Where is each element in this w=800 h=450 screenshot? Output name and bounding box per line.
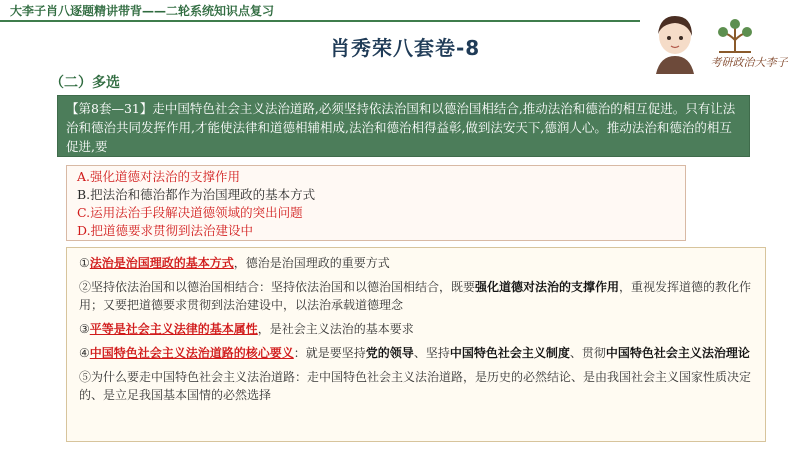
option-d[interactable]: D.把道德要求贯彻到法治建设中 (77, 223, 254, 238)
option-c[interactable]: C.运用法治手段解决道德领域的突出问题 (77, 205, 303, 220)
options-box (66, 165, 686, 241)
analysis-box (66, 247, 766, 442)
question-text: 【第8套—31】走中国特色社会主义法治道路,必须坚持依法治国和以德治国相结合,推动法治和德治的相互促进。只有让法治和德治共同发挥作用,才能使法律和道德相辅相成,法治和德治相得益彰,做到法安天下,德润人心。推动法治和德治的相互促进,要 (66, 101, 736, 154)
section-label: （二）多选 (50, 75, 120, 91)
brand-logo (705, 18, 793, 70)
tree-logo-icon (705, 18, 793, 54)
analysis-point-4: ④中国特色社会主义法治道路的核心要义：就是要坚持党的领导、坚持中国特色社会主义制度、贯彻中国特色社会主义法治理论 (79, 346, 750, 360)
option-a[interactable]: A.强化道德对法治的支撑作用 (77, 169, 241, 184)
analysis-point-1: ①法治是治国理政的基本方式，德治是治国理政的重要方式 (79, 256, 390, 270)
option-b[interactable]: B.把法治和德治都作为治国理政的基本方式 (77, 187, 316, 202)
header-divider (0, 20, 640, 22)
page-title: 肖秀荣八套卷-8 (330, 36, 481, 60)
logo-text: 考研政治大李子 (710, 56, 788, 69)
analysis-point-3: ③平等是社会主义法律的基本属性，是社会主义法治的基本要求 (79, 322, 414, 336)
analysis-point-2: ②坚持依法治国和以德治国相结合：坚持依法治国和以德治国相结合，既要强化道德对法治的支撑作用，重视发挥道德的教化作用；又要把道德要求贯彻到法治建设中，以法治承载道德理念 (79, 280, 752, 312)
analysis-point-5: ⑤为什么要走中国特色社会主义法治道路：走中国特色社会主义法治道路，是历史的必然结论、是由我国社会主义国家性质决定的、是立足我国基本国情的必然选择 (79, 370, 752, 402)
avatar (650, 12, 700, 74)
question-box (57, 95, 750, 157)
series-title: 大李子肖八逐题精讲带背——二轮系统知识点复习 (10, 4, 275, 18)
